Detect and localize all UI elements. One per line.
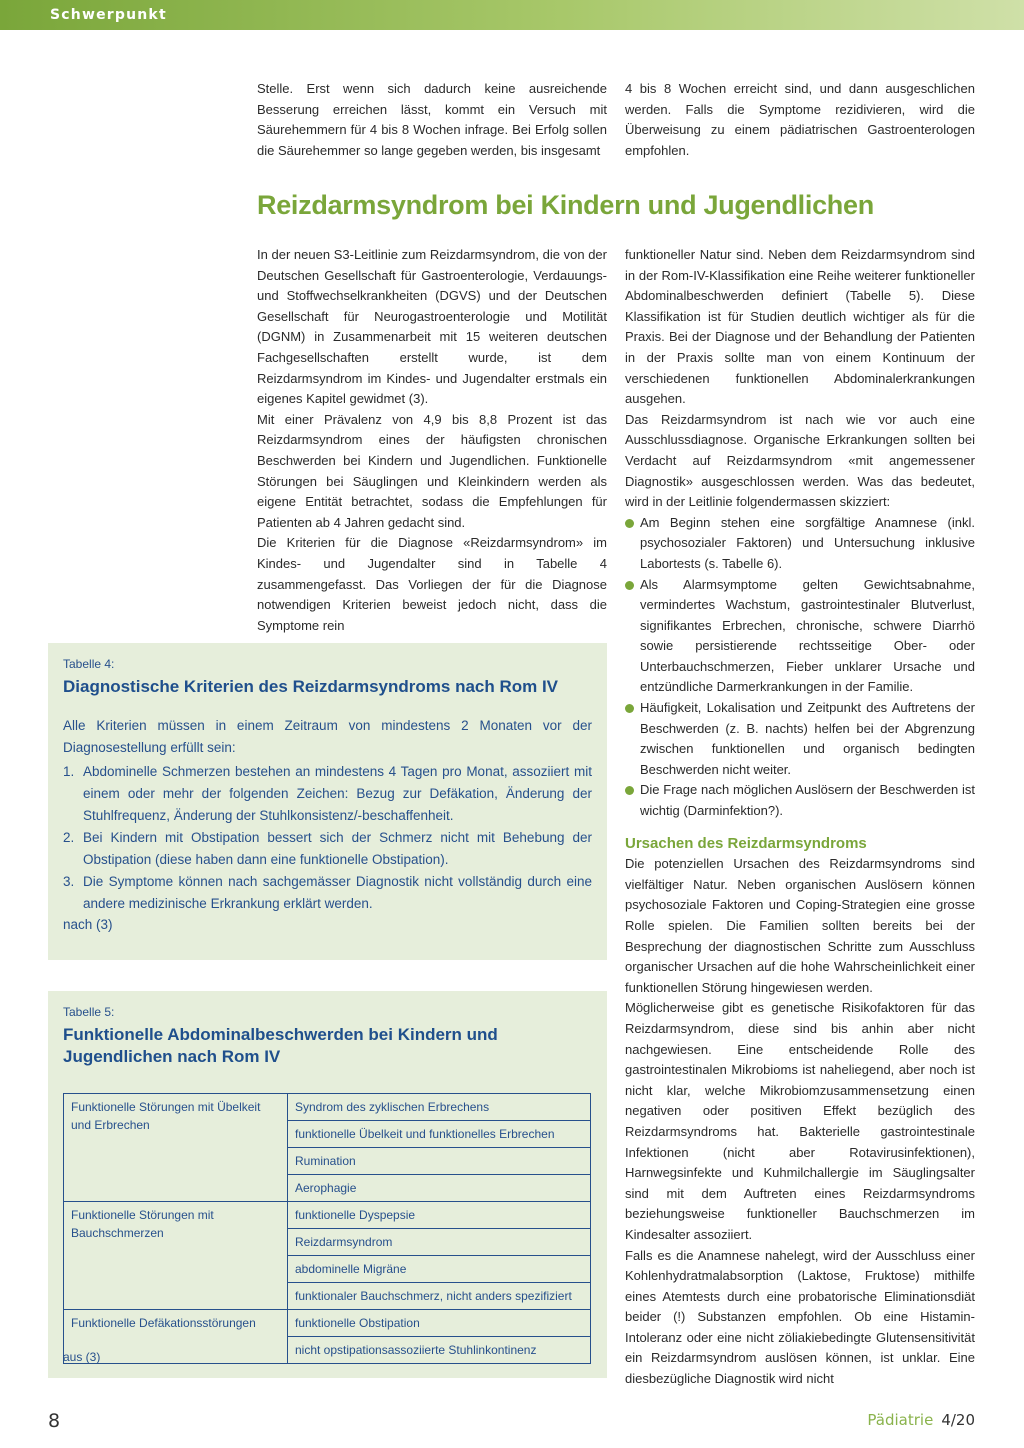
- item-cell: Rumination: [288, 1148, 591, 1175]
- table5-source: aus (3): [63, 1350, 101, 1364]
- item-cell: Reizdarmsyndrom: [288, 1229, 591, 1256]
- subheading-causes: Ursachen des Reizdarmsyndroms: [625, 834, 867, 852]
- table-row: [64, 1310, 591, 1337]
- table4-criteria: [63, 761, 592, 915]
- section-header-bar: [0, 0, 1024, 30]
- table5-title: Funktionelle Abdominalbeschwerden bei Kindern und Jugendlichen nach Rom IV: [63, 1025, 498, 1066]
- group-cell: Funktionelle Störungen mit Bauchschmerzen: [64, 1202, 288, 1310]
- paragraph: Das Reizdarmsyndrom ist nach wie vor auch eine Ausschlussdiagnose. Organische Erkrankungen sollten bei Verdacht auf Reizdarmsyndrom «mit angemessener Diagnostik» ausgeschlossen werden. Was das bedeutet, wird in der Leitlinie folgendermassen skizziert:: [625, 411, 975, 510]
- bullet-icon: [625, 519, 634, 528]
- table4-label: Tabelle 4:: [63, 657, 115, 671]
- issue-number: 4/20: [941, 1411, 975, 1429]
- list-item: Häufigkeit, Lokalisation und Zeitpunkt des Auftretens der Beschwerden (z. B. nachts) helfen bei der Abgrenzung zwischen funktionellen und organisch bedingten Beschwerden nicht weiter.: [625, 698, 975, 780]
- article-right-column: [625, 245, 975, 1390]
- criterion-item: 1. Abdominelle Schmerzen bestehen an mindestens 4 Tagen pro Monat, assoziiert mit einem oder mehr der folgenden Zeichen: Bezug zur Defäkation, Änderung der Stuhlfrequenz, Änderung der Stuhlkonsistenz/-beschaffenheit.: [63, 764, 592, 823]
- criterion-item: 2. Bei Kindern mit Obstipation bessert sich der Schmerz nicht mit Behebung der Obstipation (diese haben dann eine funktionelle Obstipation).: [63, 830, 592, 867]
- paragraph: In der neuen S3-Leitlinie zum Reizdarmsyndrom, die von der Deutschen Gesellschaft für Gastroenterologie, Verdauungs- und Stoffwechselkrankheiten (DGVS) und der Deutschen Gesellschaft für Neurogastroenterologie und Motilität (DGNM) in Zusammenarbeit mit 15 weiteren deutschen Fachgesellschaften erstellt wurde, ist dem Reizdarmsyndrom im Kindes- und Jugendalter erstmals ein eigenes Kapitel gewidmet (3).: [257, 247, 607, 407]
- paragraph: Möglicherweise gibt es genetische Risikofaktoren für das Reizdarmsyndrom, diese sind bis anhin aber nicht nachgewiesen. Eine entscheidende Rolle des gastrointestinalen Mikrobioms ist naheliegend, aber noch ist nicht klar, welche Mikrobiomzusammensetzung einen negativen oder positiven Effekt bezüglich des Reizdarmsyndroms hat. Bakterielle gastrointestinale Infektionen (nicht aber Rotavirusinfektionen), Harnwegsinfekte und Kuhmilchallergie im Säuglingsalter sind mit dem Auftreten eines Reizdarmsyndroms beziehungsweise funktioneller Bauchschmerzen im Kindesalter assoziiert.: [625, 1000, 975, 1242]
- criterion-item: 3. Die Symptome können nach sachgemässer Diagnostik nicht vollständig durch eine andere medizinische Erkrankung erklärt werden.: [63, 874, 592, 911]
- table4-box: [48, 643, 607, 960]
- group-cell: Funktionelle Störungen mit Übelkeit und Erbrechen: [64, 1094, 288, 1202]
- section-label: Schwerpunkt: [50, 7, 167, 23]
- item-cell: Syndrom des zyklischen Erbrechens: [288, 1094, 591, 1121]
- article-title: Reizdarmsyndrom bei Kindern und Jugendlichen: [257, 190, 874, 220]
- list-item: Am Beginn stehen eine sorgfältige Anamnese (inkl. psychosozialer Faktoren) und Untersuchung inklusive Labortests (s. Tabelle 6).: [625, 513, 975, 575]
- table-row: [64, 1094, 591, 1121]
- table4-intro: Alle Kriterien müssen in einem Zeitraum von mindestens 2 Monaten vor der Diagnosestellung erfüllt sein:: [63, 718, 592, 755]
- page-number: 8: [48, 1410, 61, 1432]
- item-cell: funktionaler Bauchschmerz, nicht anders spezifiziert: [288, 1283, 591, 1310]
- table4-source: nach (3): [63, 917, 113, 932]
- paragraph: Die Kriterien für die Diagnose «Reizdarmsyndrom» im Kindes- und Jugendalter sind in Tabelle 4 zusammengefasst. Das Vorliegen der für die Diagnose notwendigen Kriterien beweist jedoch nicht, dass die Symptome rein: [257, 535, 607, 633]
- bullet-icon: [625, 786, 634, 795]
- paragraph: funktioneller Natur sind. Neben dem Reizdarmsyndrom sind in der Rom-IV-Klassifikation eine Reihe weiterer funktioneller Abdominalbeschwerden definiert (Tabelle 5). Diese Klassifikation ist für Studien deutlich wichtiger als für die Praxis. Bei der Diagnose und der Behandlung der Patienten in der Praxis sollte man von einem Kontinuum der verschiedenen funktionellen Abdominalerkrankungen ausgehen.: [625, 247, 975, 407]
- magazine-name: Pädiatrie: [867, 1411, 934, 1429]
- table5-label: Tabelle 5:: [63, 1005, 115, 1019]
- paragraph: Die potenziellen Ursachen des Reizdarmsyndroms sind vielfältiger Natur. Neben organischen Auslösern können psychosoziale Faktoren und Coping-Strategien eine grosse Rolle spielen. Die Familien sollten bereits bei der Besprechung der diagnostischen Schritte zum Ausschluss organischer Ursachen auf die hohe Wahrscheinlichkeit einer funktionellen Störung hingewiesen werden.: [625, 856, 975, 995]
- group-cell: Funktionelle Defäkationsstörungen: [64, 1310, 288, 1364]
- item-cell: funktionelle Dyspepsie: [288, 1202, 591, 1229]
- item-cell: nicht opstipationsassoziierte Stuhlinkontinenz: [288, 1337, 591, 1364]
- list-item: Die Frage nach möglichen Auslösern der Beschwerden ist wichtig (Darminfektion?).: [625, 780, 975, 821]
- item-cell: funktionelle Obstipation: [288, 1310, 591, 1337]
- table-row: [64, 1202, 591, 1229]
- paragraph: Falls es die Anamnese nahelegt, wird der Ausschluss einer Kohlenhydratmalabsorption (Laktose, Fruktose) mithilfe eines Atemtests durch eine probatorische Eliminationsdiät beider (!) Substanzen empfohlen. Ob eine Histamin-Intoleranz oder eine nicht zöliakiebedingte Glutensensitivität ein Reizdarmsyndrom auslösen können, ist unklar. Eine diesbezügliche Diagnostik wird nicht: [625, 1247, 975, 1387]
- item-cell: funktionelle Übelkeit und funktionelles Erbrechen: [288, 1121, 591, 1148]
- article-left-column: [257, 245, 607, 636]
- bullet-list: [625, 513, 975, 822]
- table4-title: Diagnostische Kriterien des Reizdarmsyndroms nach Rom IV: [63, 677, 559, 696]
- item-cell: abdominelle Migräne: [288, 1256, 591, 1283]
- item-cell: Aerophagie: [288, 1175, 591, 1202]
- top-text-left: Stelle. Erst wenn sich dadurch keine ausreichende Besserung erreichen lässt, kommt ein Versuch mit Säurehemmern für 4 bis 8 Wochen infrage. Bei Erfolg sollen die Säurehemmer so lange gegeben werden, bis insgesamt: [257, 81, 607, 158]
- footer-publication: [867, 1411, 975, 1429]
- paragraph: Mit einer Prävalenz von 4,9 bis 8,8 Prozent ist das Reizdarmsyndrom eines der häufigsten chronischen Beschwerden bei Kindern und Jugendlichen. Funktionelle Störungen bei Säuglingen und Kleinkindern werden als eigene Entität betrachtet, sodass die Empfehlungen für Patienten ab 4 Jahren gedacht sind.: [257, 411, 607, 530]
- table5-grid: [63, 1093, 591, 1364]
- bullet-icon: [625, 581, 634, 590]
- bullet-icon: [625, 704, 634, 713]
- top-text-right: 4 bis 8 Wochen erreicht sind, und dann ausgeschlichen werden. Falls die Symptome rezidivieren, wird die Überweisung zu einem pädiatrischen Gastroenterologen empfohlen.: [625, 81, 975, 158]
- list-item: Als Alarmsymptome gelten Gewichtsabnahme, vermindertes Wachstum, gastrointestinaler Blutverlust, signifikantes Erbrechen, chronische, schwere Diarrhö sowie persistierende rechtsseitige Ober- oder Unterbauchschmerzen, Fieber unklarer Ursache und entzündliche Darmerkrankungen in der Familie.: [625, 575, 975, 699]
